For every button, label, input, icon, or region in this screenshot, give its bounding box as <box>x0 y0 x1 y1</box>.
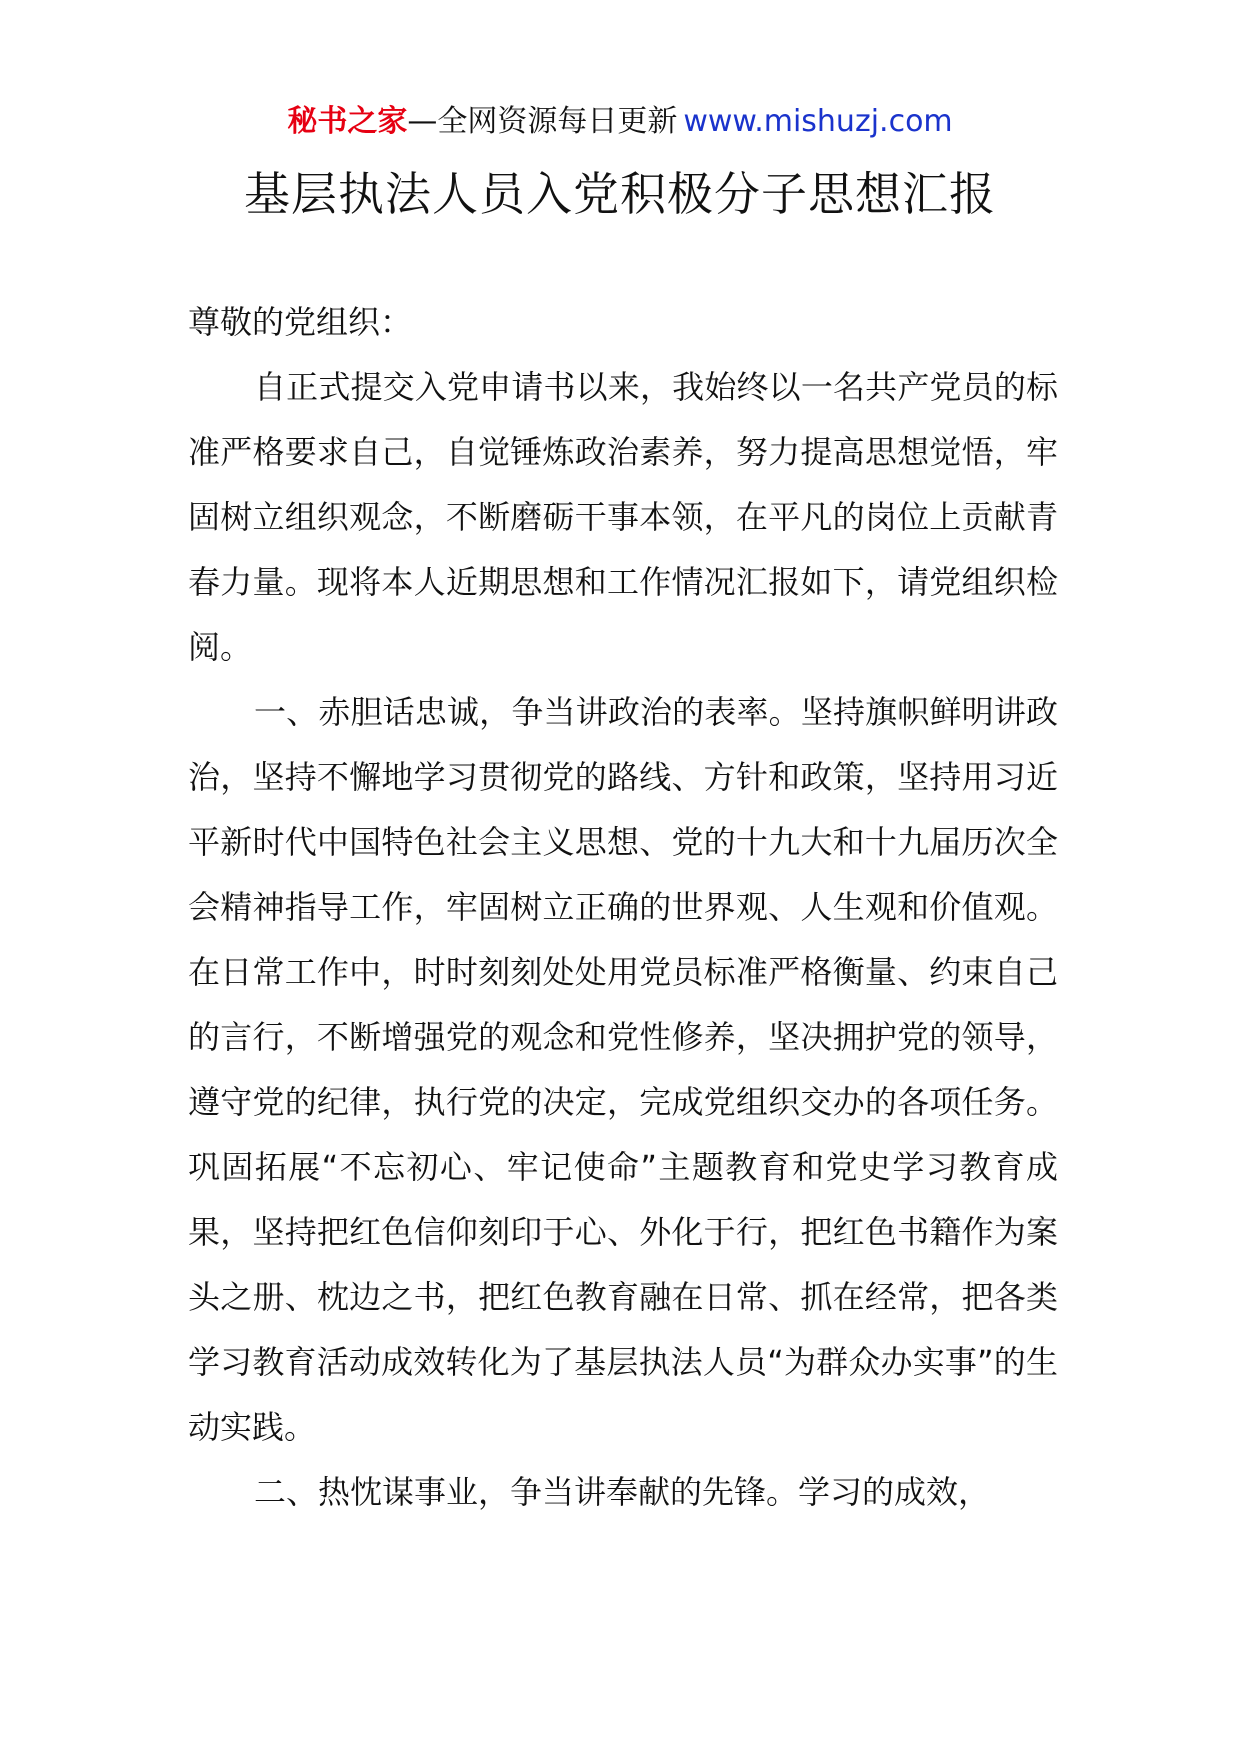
document-title: 基层执法人员入党积极分子思想汇报 <box>244 167 996 221</box>
document-body <box>188 290 1058 1525</box>
body-paragraph: 二、热忱谋事业，争当讲奉献的先锋。学习的成效， <box>254 1473 991 1511</box>
body-paragraph: 一、赤胆话忠诚，争当讲政治的表率。坚持旗帜鲜明讲政治，坚持不懈地学习贯彻党的路线、方针和政策，坚持用习近平新时代中国特色社会主义思想、党的十九大和十九届历次全会精神指导工作，牢固树立正确的世界观、人生观和价值观。在日常工作中，时时刻刻处处用党员标准严格衡量、约束自己的言行，不断增强党的观念和党性修养，坚决拥护党的领导，遵守党的纪律，执行党的决定，完成党组织交办的各项任务。巩固拓展“不忘初心、牢记使命”主题教育和党史学习教育成果，坚持把红色信仰刻印于心、外化于行，把红色书籍作为案头之册、枕边之书，把红色教育融在日常、抓在经常，把各类学习教育活动成效转化为了基层执法人员“为群众办实事”的生动实践。 <box>188 693 1058 1446</box>
brand-name: 秘书之家 <box>287 104 408 139</box>
site-url: www.mishuzj.com <box>683 104 953 139</box>
site-slogan: —全网资源每日更新 <box>407 104 678 139</box>
site-header <box>0 100 1240 144</box>
body-paragraph: 自正式提交入党申请书以来，我始终以一名共产党员的标准严格要求自己，自觉锤炼政治素养，努力提高思想觉悟，牢固树立组织观念，不断磨砺干事本领，在平凡的岗位上贡献青春力量。现将本人近期思想和工作情况汇报如下，请党组织检阅。 <box>188 368 1058 666</box>
salutation: 尊敬的党组织： <box>188 303 413 341</box>
